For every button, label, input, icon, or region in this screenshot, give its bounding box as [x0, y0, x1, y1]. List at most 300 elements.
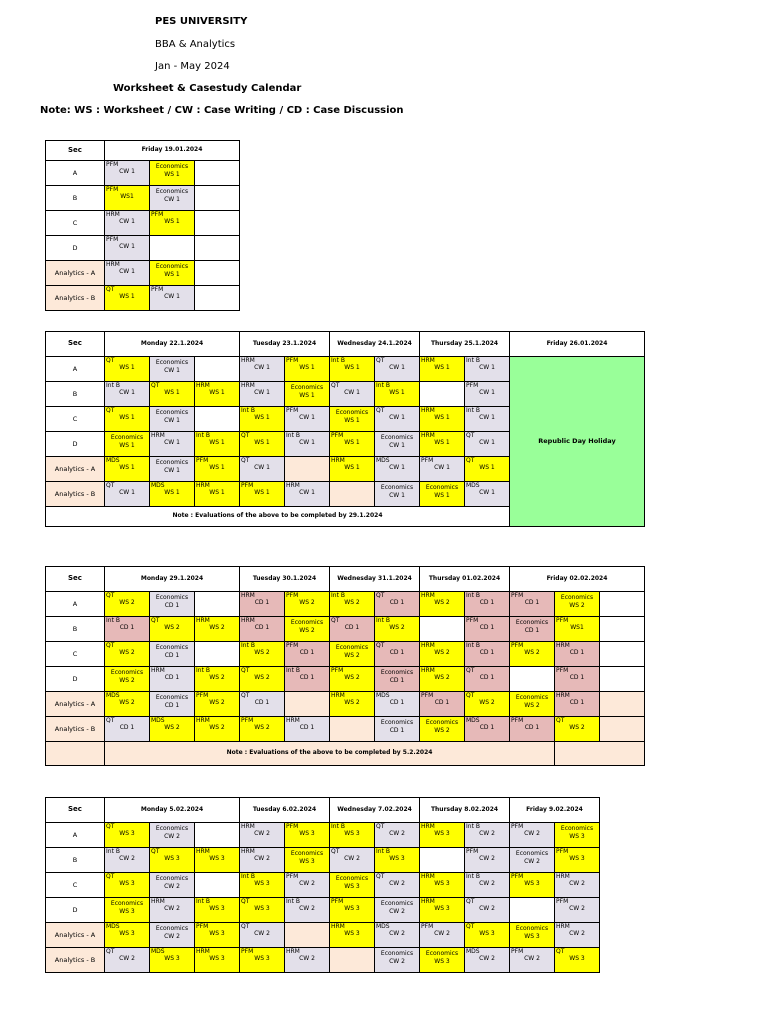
- schedule-cell: [150, 382, 195, 407]
- activity-label: CW 1: [164, 293, 180, 300]
- schedule-cell: [510, 717, 555, 742]
- subject-label: PFM: [556, 848, 569, 855]
- schedule-cell: [150, 186, 195, 211]
- schedule-cell: [555, 717, 600, 742]
- subject-label: HRM: [556, 642, 570, 649]
- schedule-cell: [150, 898, 195, 923]
- activity-label: CW 2: [479, 855, 495, 862]
- activity-label: CW 2: [254, 855, 270, 862]
- activity-label: WS 1: [434, 364, 450, 371]
- schedule-cell: [105, 642, 150, 667]
- subject-label: QT: [151, 617, 160, 624]
- activity-label: CW 1: [119, 243, 135, 250]
- subject-label: Int B: [331, 823, 345, 830]
- activity-label: CW 1: [119, 489, 135, 496]
- empty-cell: [555, 742, 645, 766]
- term-label: Jan - May 2024: [155, 61, 230, 72]
- subject-label: Economics: [335, 875, 369, 882]
- activity-label: CD 1: [479, 649, 495, 656]
- schedule-cell: [375, 617, 420, 642]
- activity-label: CW 2: [389, 930, 405, 937]
- calendar-title: Worksheet & Casestudy Calendar: [113, 83, 302, 94]
- day-header: Friday 26.01.2024: [510, 332, 645, 357]
- activity-label: WS 2: [524, 649, 540, 656]
- schedule-cell: [510, 642, 555, 667]
- subject-label: HRM: [241, 592, 255, 599]
- subject-label: QT: [241, 457, 250, 464]
- subject-label: Int B: [106, 848, 120, 855]
- schedule-cell: [375, 592, 420, 617]
- schedule-cell: [420, 592, 465, 617]
- table-row: [46, 848, 600, 873]
- activity-label: CW 1: [479, 389, 495, 396]
- activity-label: WS 2: [209, 624, 225, 631]
- subject-label: HRM: [421, 873, 435, 880]
- subject-label: PFM: [331, 667, 344, 674]
- subject-label: QT: [331, 617, 340, 624]
- section-label: C: [46, 407, 105, 432]
- subject-label: Int B: [466, 642, 480, 649]
- empty-cell: [195, 261, 240, 286]
- sec-header: Sec: [46, 798, 105, 823]
- section-label: Analytics - A: [46, 457, 105, 482]
- subject-label: PFM: [331, 432, 344, 439]
- schedule-cell: [195, 667, 240, 692]
- activity-label: CW 1: [389, 364, 405, 371]
- subject-label: QT: [151, 848, 160, 855]
- empty-cell: [600, 617, 645, 642]
- activity-label: CW 2: [479, 905, 495, 912]
- activity-label: CW 1: [164, 196, 180, 203]
- subject-label: PFM: [241, 948, 254, 955]
- activity-label: WS 2: [299, 599, 315, 606]
- activity-label: CW 1: [254, 364, 270, 371]
- schedule-cell: [105, 261, 150, 286]
- activity-label: CW 1: [344, 389, 360, 396]
- schedule-cell: [420, 432, 465, 457]
- empty-cell: [510, 667, 555, 692]
- schedule-cell: [150, 211, 195, 236]
- activity-label: CD 1: [389, 649, 405, 656]
- schedule-cell: [465, 692, 510, 717]
- schedule-cell: [510, 592, 555, 617]
- subject-label: PFM: [286, 642, 299, 649]
- activity-label: CW 2: [569, 930, 585, 937]
- activity-label: WS 1: [119, 464, 135, 471]
- subject-label: Economics: [155, 188, 189, 195]
- subject-label: PFM: [421, 457, 434, 464]
- activity-label: CW 1: [164, 367, 180, 374]
- subject-label: HRM: [286, 717, 300, 724]
- header-row: [46, 798, 600, 823]
- subject-label: PFM: [196, 457, 209, 464]
- activity-label: CW 2: [164, 933, 180, 940]
- subject-label: Int B: [241, 642, 255, 649]
- activity-label: WS 3: [389, 855, 405, 862]
- activity-label: CW 2: [164, 883, 180, 890]
- schedule-cell: [375, 923, 420, 948]
- schedule-cell: [285, 717, 330, 742]
- schedule-cell: [150, 432, 195, 457]
- empty-cell: [420, 848, 465, 873]
- empty-cell: [330, 948, 375, 973]
- schedule-cell: [420, 407, 465, 432]
- empty-cell: [195, 642, 240, 667]
- table-row: [46, 823, 600, 848]
- university-name: PES UNIVERSITY: [155, 16, 248, 27]
- schedule-cell: [285, 592, 330, 617]
- subject-label: Economics: [155, 644, 189, 651]
- subject-label: QT: [241, 692, 250, 699]
- subject-label: Int B: [376, 848, 390, 855]
- subject-label: Int B: [241, 873, 255, 880]
- activity-label: WS 3: [254, 955, 270, 962]
- schedule-cell: [510, 823, 555, 848]
- activity-label: WS 3: [119, 880, 135, 887]
- schedule-cell: [330, 848, 375, 873]
- schedule-cell: [150, 261, 195, 286]
- activity-label: WS 2: [479, 699, 495, 706]
- activity-label: WS 3: [434, 830, 450, 837]
- activity-label: CW 1: [164, 467, 180, 474]
- subject-label: HRM: [196, 848, 210, 855]
- activity-label: WS 1: [164, 171, 180, 178]
- subject-label: MDS: [376, 457, 390, 464]
- schedule-cell: [150, 592, 195, 617]
- schedule-cell: [375, 823, 420, 848]
- activity-label: CW 1: [119, 268, 135, 275]
- subject-label: Int B: [286, 667, 300, 674]
- header-row: [46, 567, 645, 592]
- subject-label: HRM: [421, 642, 435, 649]
- schedule-cell: [330, 642, 375, 667]
- empty-cell: [600, 717, 645, 742]
- subject-label: PFM: [556, 617, 569, 624]
- schedule-cell: [150, 642, 195, 667]
- activity-label: CD 1: [569, 674, 585, 681]
- schedule-cell: [420, 642, 465, 667]
- activity-label: CD 1: [569, 649, 585, 656]
- section-label: Analytics - B: [46, 482, 105, 507]
- schedule-cell: [555, 848, 600, 873]
- schedule-cell: [150, 482, 195, 507]
- activity-label: WS 1: [254, 439, 270, 446]
- subject-label: QT: [241, 667, 250, 674]
- section-label: D: [46, 432, 105, 457]
- empty-cell: [285, 692, 330, 717]
- subject-label: Int B: [241, 407, 255, 414]
- activity-label: CD 1: [119, 724, 135, 731]
- activity-label: WS 2: [164, 724, 180, 731]
- schedule-cell: [375, 948, 420, 973]
- subject-label: Economics: [380, 434, 414, 441]
- activity-label: WS1: [570, 624, 584, 631]
- schedule-cell: [285, 848, 330, 873]
- subject-label: PFM: [286, 592, 299, 599]
- subject-label: PFM: [466, 382, 479, 389]
- activity-label: WS 1: [299, 392, 315, 399]
- schedule-cell: [105, 432, 150, 457]
- schedule-cell: [150, 923, 195, 948]
- activity-label: WS 3: [299, 858, 315, 865]
- activity-label: WS 2: [119, 677, 135, 684]
- subject-label: QT: [466, 667, 475, 674]
- section-label: D: [46, 667, 105, 692]
- schedule-cell: [105, 898, 150, 923]
- schedule-cell: [195, 692, 240, 717]
- section-label: A: [46, 592, 105, 617]
- subject-label: HRM: [196, 617, 210, 624]
- subject-label: Economics: [425, 484, 459, 491]
- activity-label: WS 2: [569, 602, 585, 609]
- subject-label: Int B: [376, 617, 390, 624]
- subject-label: PFM: [556, 667, 569, 674]
- schedule-cell: [420, 692, 465, 717]
- activity-label: CW 1: [434, 464, 450, 471]
- schedule-cell: [150, 617, 195, 642]
- schedule-cell: [330, 692, 375, 717]
- day-header: Thursday 8.02.2024: [420, 798, 510, 823]
- schedule-cell: [240, 717, 285, 742]
- section-label: Analytics - A: [46, 692, 105, 717]
- activity-label: WS 1: [344, 417, 360, 424]
- activity-label: CW 1: [299, 439, 315, 446]
- activity-label: CW 1: [119, 389, 135, 396]
- schedule-cell: [465, 873, 510, 898]
- subject-label: QT: [241, 432, 250, 439]
- schedule-cell: [195, 923, 240, 948]
- activity-label: WS 3: [434, 958, 450, 965]
- schedule-cell: [465, 382, 510, 407]
- activity-label: WS 2: [254, 649, 270, 656]
- section-label: C: [46, 211, 105, 236]
- sec-header: Sec: [46, 141, 105, 161]
- section-label: Analytics - B: [46, 948, 105, 973]
- activity-label: CD 1: [524, 724, 540, 731]
- activity-label: CD 1: [164, 602, 180, 609]
- schedule-cell: [195, 898, 240, 923]
- subject-label: QT: [106, 823, 115, 830]
- activity-label: WS 3: [164, 955, 180, 962]
- subject-label: QT: [556, 948, 565, 955]
- schedule-cell: [240, 898, 285, 923]
- schedule-cell: [330, 667, 375, 692]
- subject-label: Int B: [466, 407, 480, 414]
- day-header: Wednesday 24.1.2024: [330, 332, 420, 357]
- subject-label: HRM: [151, 432, 165, 439]
- empty-cell: [195, 873, 240, 898]
- subject-label: QT: [106, 482, 115, 489]
- schedule-cell: [285, 432, 330, 457]
- activity-label: WS 1: [479, 464, 495, 471]
- subject-label: PFM: [286, 823, 299, 830]
- subject-label: HRM: [196, 948, 210, 955]
- schedule-cell: [105, 407, 150, 432]
- activity-label: CD 1: [389, 599, 405, 606]
- schedule-cell: [465, 457, 510, 482]
- activity-label: CD 1: [344, 624, 360, 631]
- section-label: Analytics - B: [46, 717, 105, 742]
- subject-label: Int B: [466, 357, 480, 364]
- subject-label: Economics: [110, 669, 144, 676]
- empty-cell: [195, 161, 240, 186]
- schedule-cell: [465, 717, 510, 742]
- activity-label: CW 1: [479, 439, 495, 446]
- subject-label: HRM: [556, 692, 570, 699]
- subject-label: Economics: [110, 434, 144, 441]
- activity-label: CW 1: [164, 417, 180, 424]
- activity-label: CW 1: [389, 464, 405, 471]
- activity-label: WS 2: [434, 727, 450, 734]
- schedule-cell: [330, 357, 375, 382]
- schedule-cell: [555, 873, 600, 898]
- activity-label: CW 2: [524, 830, 540, 837]
- activity-label: WS 3: [119, 830, 135, 837]
- schedule-cell: [240, 432, 285, 457]
- empty-cell: [510, 898, 555, 923]
- empty-cell: [195, 236, 240, 261]
- subject-label: Economics: [155, 694, 189, 701]
- day-header: Monday 22.1.2024: [105, 332, 240, 357]
- subject-label: QT: [106, 873, 115, 880]
- activity-label: CD 1: [479, 599, 495, 606]
- schedule-cell: [285, 948, 330, 973]
- empty-cell: [600, 692, 645, 717]
- schedule-cell: [465, 848, 510, 873]
- schedule-cell: [375, 432, 420, 457]
- subject-label: Int B: [376, 382, 390, 389]
- subject-label: HRM: [556, 923, 570, 930]
- schedule-cell: [465, 482, 510, 507]
- note-row: [46, 742, 645, 766]
- activity-label: CW 2: [119, 955, 135, 962]
- subject-label: HRM: [196, 717, 210, 724]
- activity-label: CW 2: [479, 830, 495, 837]
- activity-label: CW 2: [164, 905, 180, 912]
- subject-label: Economics: [335, 644, 369, 651]
- evaluation-note: Note : Evaluations of the above to be completed by 5.2.2024: [105, 742, 555, 766]
- schedule-cell: [510, 948, 555, 973]
- subject-label: QT: [376, 407, 385, 414]
- activity-label: CW 2: [299, 880, 315, 887]
- subject-label: Economics: [155, 925, 189, 932]
- schedule-cell: [105, 592, 150, 617]
- activity-label: WS 1: [344, 464, 360, 471]
- subject-label: QT: [466, 692, 475, 699]
- schedule-cell: [510, 873, 555, 898]
- activity-label: WS 1: [209, 489, 225, 496]
- subject-label: Int B: [331, 357, 345, 364]
- subject-label: MDS: [106, 692, 120, 699]
- schedule-cell: [150, 717, 195, 742]
- schedule-cell: [375, 642, 420, 667]
- table-row: [46, 211, 240, 236]
- subject-label: Economics: [155, 875, 189, 882]
- subject-label: QT: [376, 873, 385, 880]
- subject-label: HRM: [556, 873, 570, 880]
- schedule-cell: [420, 667, 465, 692]
- schedule-cell: [195, 482, 240, 507]
- activity-label: WS 3: [524, 880, 540, 887]
- subject-label: QT: [556, 717, 565, 724]
- subject-label: PFM: [286, 407, 299, 414]
- table-row: [46, 161, 240, 186]
- subject-label: QT: [376, 642, 385, 649]
- subject-label: QT: [241, 898, 250, 905]
- activity-label: WS 3: [209, 930, 225, 937]
- schedule-cell: [375, 382, 420, 407]
- schedule-cell: [375, 898, 420, 923]
- subject-label: Economics: [290, 619, 324, 626]
- schedule-cell: [465, 923, 510, 948]
- table-row: [46, 261, 240, 286]
- schedule-cell: [330, 823, 375, 848]
- activity-label: WS 1: [434, 439, 450, 446]
- subject-label: Economics: [560, 594, 594, 601]
- schedule-cell: [285, 823, 330, 848]
- activity-label: WS 2: [299, 627, 315, 634]
- schedule-cell: [465, 948, 510, 973]
- subject-label: MDS: [376, 692, 390, 699]
- activity-label: CD 1: [389, 677, 405, 684]
- schedule-cell: [285, 482, 330, 507]
- subject-label: HRM: [421, 407, 435, 414]
- subject-label: QT: [376, 823, 385, 830]
- activity-label: WS 2: [344, 599, 360, 606]
- subject-label: PFM: [106, 236, 119, 243]
- schedule-cell: [330, 923, 375, 948]
- schedule-cell: [150, 948, 195, 973]
- schedule-cell: [375, 667, 420, 692]
- activity-label: WS 1: [299, 364, 315, 371]
- schedule-cell: [240, 873, 285, 898]
- empty-cell: [600, 642, 645, 667]
- day-header: Friday 19.01.2024: [105, 141, 240, 161]
- activity-label: WS 2: [164, 624, 180, 631]
- schedule-cell: [420, 457, 465, 482]
- subject-label: Int B: [466, 873, 480, 880]
- subject-label: QT: [241, 923, 250, 930]
- activity-label: CW 2: [524, 955, 540, 962]
- activity-label: WS 1: [344, 364, 360, 371]
- activity-label: CW 2: [569, 880, 585, 887]
- activity-label: CW 2: [569, 905, 585, 912]
- activity-label: CD 1: [254, 699, 270, 706]
- subject-label: PFM: [151, 286, 164, 293]
- schedule-cell: [420, 357, 465, 382]
- activity-label: WS 2: [569, 724, 585, 731]
- section-label: B: [46, 617, 105, 642]
- schedule-cell: [330, 407, 375, 432]
- subject-label: QT: [106, 357, 115, 364]
- subject-label: QT: [106, 286, 115, 293]
- schedule-cell: [105, 717, 150, 742]
- activity-label: WS 3: [299, 830, 315, 837]
- schedule-cell: [330, 457, 375, 482]
- activity-label: WS 3: [569, 855, 585, 862]
- activity-label: WS 1: [119, 414, 135, 421]
- empty-cell: [600, 667, 645, 692]
- subject-label: Economics: [515, 619, 549, 626]
- activity-label: WS 3: [434, 880, 450, 887]
- subject-label: HRM: [331, 457, 345, 464]
- schedule-cell: [330, 432, 375, 457]
- activity-label: CD 1: [524, 599, 540, 606]
- calendar-table-week-3: [45, 566, 645, 766]
- schedule-cell: [375, 873, 420, 898]
- activity-label: CW 2: [344, 855, 360, 862]
- schedule-cell: [285, 642, 330, 667]
